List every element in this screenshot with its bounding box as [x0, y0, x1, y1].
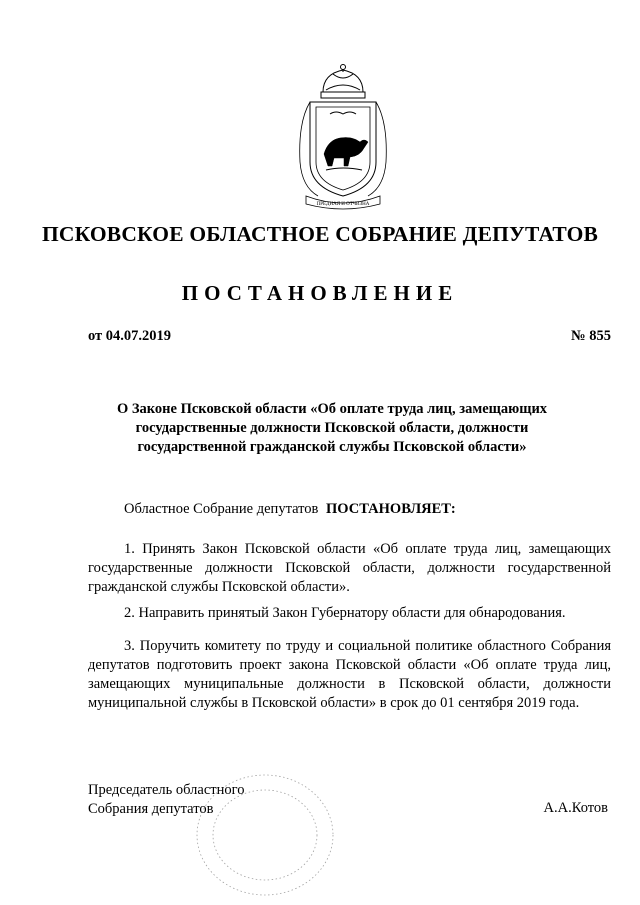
resolution-item-1: 1. Принять Закон Псковской области «Об оплате труда лиц, замещающих государственные должности Псковской области, должности государственной гражданской службы Псковской области».	[88, 541, 611, 595]
position-line: Собрания депутатов	[88, 801, 214, 817]
svg-text:ПРЕДНАЯ И ОТЧИЗНА: ПРЕДНАЯ И ОТЧИЗНА	[316, 202, 370, 207]
official-seal-stamp-icon	[190, 770, 340, 900]
title-line: О Законе Псковской области «Об оплате труда лиц, замещающих	[116, 401, 548, 417]
intro-text: Областное Собрание депутатов	[124, 501, 319, 517]
organization-name: ПСКОВСКОЕ ОБЛАСТНОЕ СОБРАНИЕ ДЕПУТАТОВ	[41, 222, 599, 246]
position-line: Председатель областного	[88, 782, 245, 798]
document-type: ПОСТАНОВЛЕНИЕ	[181, 281, 459, 305]
document-date: от 04.07.2019	[88, 328, 172, 344]
document-title	[90, 400, 574, 457]
resolution-item-2: 2. Направить принятый Закон Губернатору области для обнародования.	[124, 605, 566, 621]
title-line: государственной гражданской службы Псковской области»	[137, 439, 527, 455]
resolution-item-3: 3. Поручить комитету по труду и социальной политике областного Собрания депутатов подготовить проект закона Псковской области «Об оплате труда лиц, замещающих муниципальные должности в Псковской области, должности муниципальной службы в Псковской области» в срок до 01 сентября 2019 года.	[88, 638, 611, 711]
intro-keyword: ПОСТАНОВЛЯЕТ:	[326, 501, 456, 517]
title-line: государственные должности Псковской области, должности	[135, 420, 529, 436]
pskov-coat-of-arms-icon	[288, 62, 398, 214]
document-number: № 855	[571, 328, 611, 344]
resolution-intro	[88, 500, 611, 519]
signatory-name: А.А.Котов	[543, 800, 608, 816]
